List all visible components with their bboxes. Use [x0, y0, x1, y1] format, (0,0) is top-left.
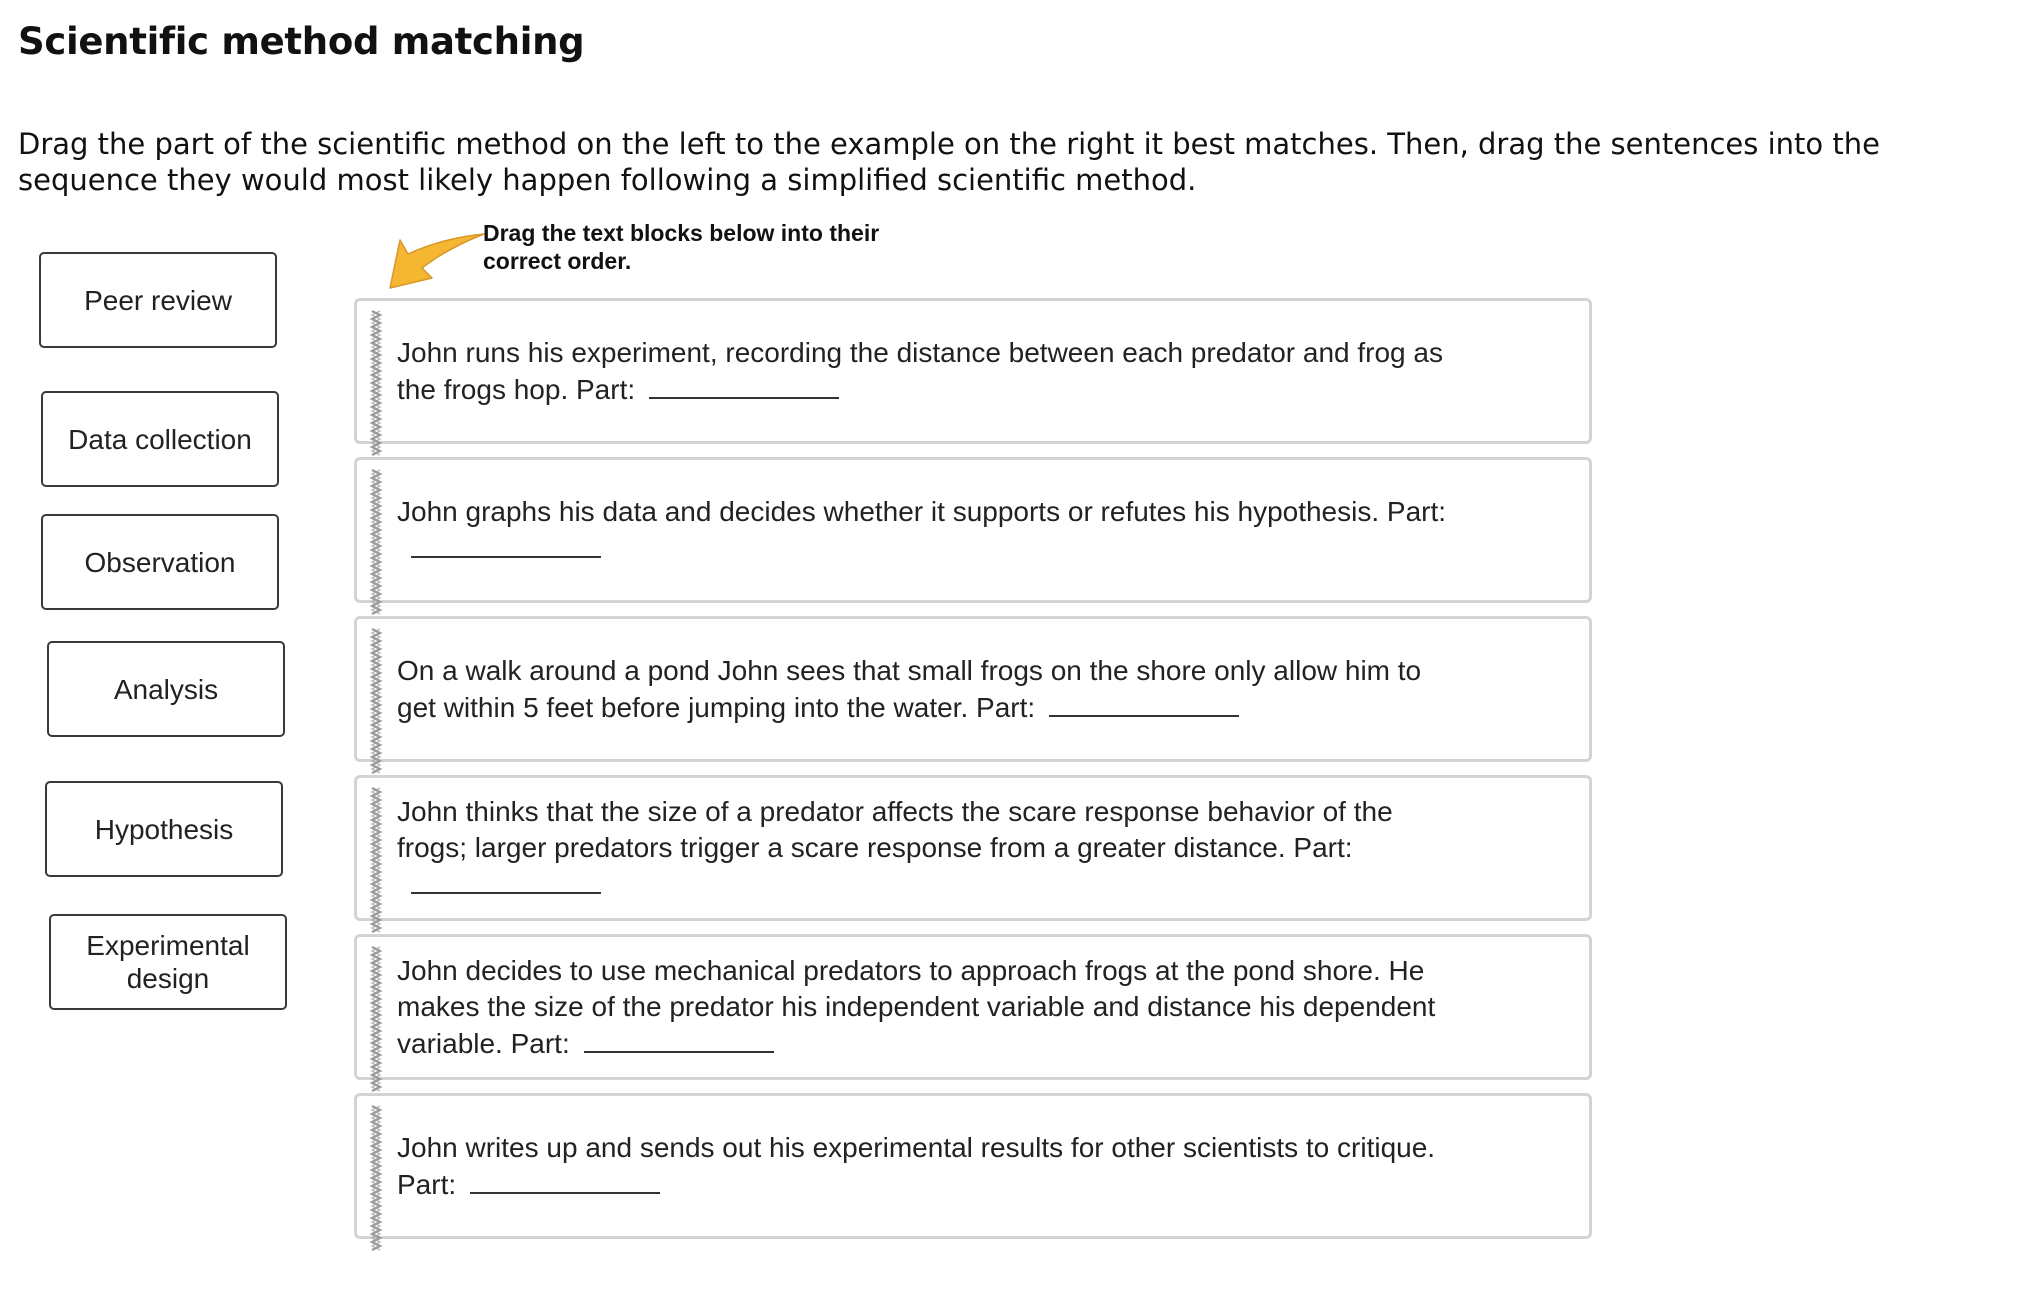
- term-observation[interactable]: [41, 514, 279, 610]
- arrow-icon: [388, 232, 486, 292]
- hint-text: Drag the text blocks below into their correct order.: [483, 220, 880, 274]
- instructions-text: Drag the part of the scientific method on the left to the example on the right it best matches. Then, drag the sentences into the sequence they would most likely happen following a simplified scientific method.: [18, 127, 1880, 197]
- term-label: Data collection: [68, 423, 252, 455]
- term-analysis[interactable]: [47, 641, 285, 737]
- drag-handle-icon[interactable]: [369, 786, 383, 936]
- drag-handle-icon[interactable]: [369, 627, 383, 777]
- term-peer-review[interactable]: [39, 252, 277, 348]
- drag-handle-icon[interactable]: [369, 309, 383, 459]
- term-data-collection[interactable]: [41, 391, 279, 487]
- page-title: Scientific method matching: [18, 20, 585, 63]
- example-card[interactable]: [354, 775, 1592, 921]
- example-text: On a walk around a pond John sees that small frogs on the shore only allow him to get within 5 feet before jumping into the water. Part:: [397, 654, 1422, 723]
- example-card[interactable]: [354, 616, 1592, 762]
- term-label: Analysis: [113, 673, 219, 705]
- example-card[interactable]: [354, 457, 1592, 603]
- drag-handle-icon[interactable]: [369, 468, 383, 618]
- answer-blank[interactable]: [411, 530, 601, 558]
- example-text: John decides to use mechanical predators to approach frogs at the pond shore. He makes the size of the predator his independent variable and distance his dependent variable. Part:: [397, 954, 1436, 1059]
- example-text: John writes up and sends out his experimental results for other scientists to critique. Part:: [397, 1131, 1436, 1200]
- term-label: Peer review: [84, 284, 232, 316]
- example-card[interactable]: [354, 298, 1592, 444]
- answer-blank[interactable]: [470, 1166, 660, 1194]
- example-card[interactable]: [354, 1093, 1592, 1239]
- drag-handle-icon[interactable]: [369, 945, 383, 1095]
- answer-blank[interactable]: [584, 1025, 774, 1053]
- example-card[interactable]: [354, 934, 1592, 1080]
- term-experimental-design[interactable]: [49, 914, 287, 1010]
- term-label: Experimental design: [86, 930, 250, 994]
- term-hypothesis[interactable]: [45, 781, 283, 877]
- example-text: John thinks that the size of a predator affects the scare response behavior of the frogs; larger predators trigger a scare response from a greater distance. Part:: [397, 795, 1393, 863]
- example-text: John graphs his data and decides whether it supports or refutes his hypothesis. Part:: [397, 495, 1447, 527]
- answer-blank[interactable]: [1049, 689, 1239, 717]
- answer-blank[interactable]: [649, 371, 839, 399]
- drag-handle-icon[interactable]: [369, 1104, 383, 1254]
- answer-blank[interactable]: [411, 866, 601, 894]
- term-label: Observation: [84, 546, 236, 578]
- term-label: Hypothesis: [94, 813, 234, 845]
- example-text: John runs his experiment, recording the distance between each predator and frog as the frogs hop. Part:: [397, 336, 1443, 405]
